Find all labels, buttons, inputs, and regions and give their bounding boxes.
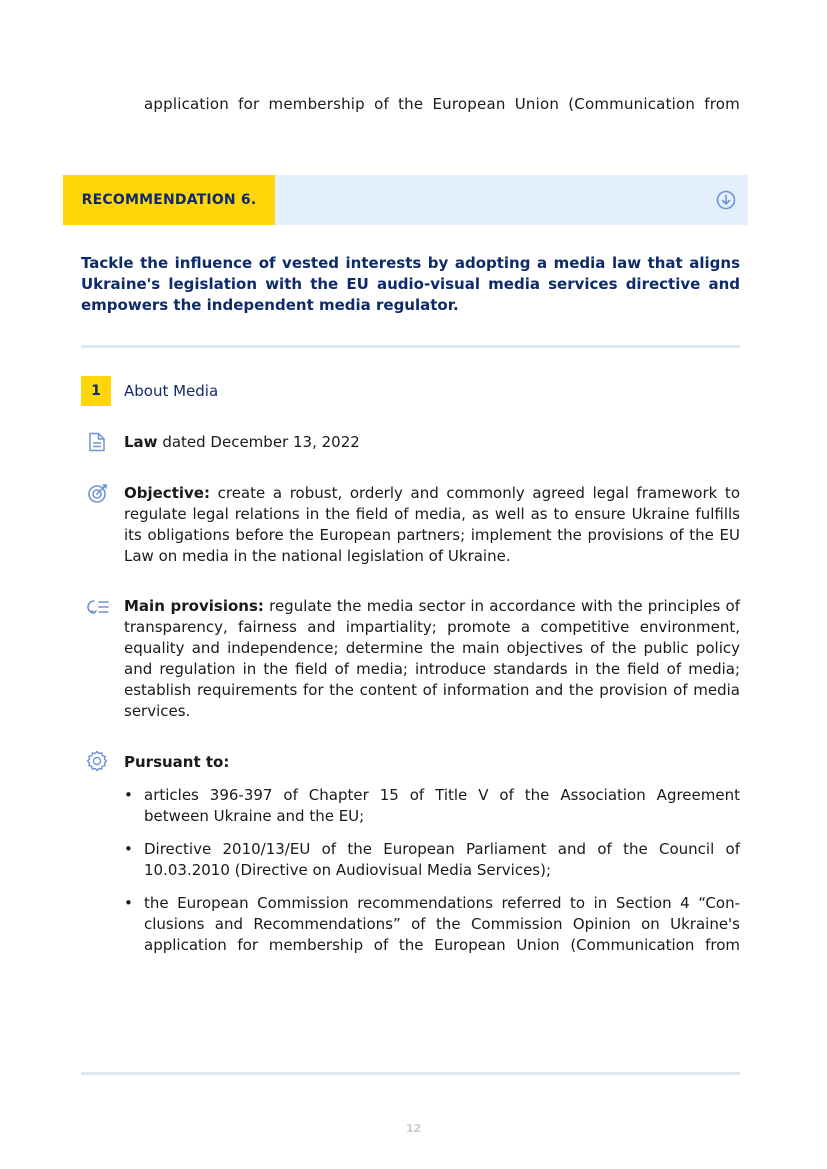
arrow-down-circle-icon[interactable] <box>716 190 736 210</box>
item-number-badge: 1 <box>81 376 111 406</box>
list-item: • Directive 2010/13/EU of the European Parliament and of the Council of 10.03.2010 (Directive on Audiovisual Media Services); <box>124 839 740 881</box>
objective-label: Objective: <box>124 484 210 502</box>
law-label: Law <box>124 433 158 451</box>
list-item: • the European Commission recommendations referred to in Section 4 “Con-clusions and Recommendations” of the Commission Opinion on Ukraine's application for membership of the European Union (Communication from <box>124 893 740 956</box>
main-provisions-label: Main provisions: <box>124 597 264 615</box>
section-title: About Media <box>124 382 219 400</box>
list-icon <box>86 595 110 619</box>
recommendation-headline: Tackle the influence of vested interests by adopting a media law that aligns Ukraine's legislation with the EU audio-visual media services directive and empowers the independent media regulator. <box>81 254 740 314</box>
target-icon <box>86 481 110 505</box>
objective-text: create a robust, orderly and commonly agreed legal framework to regulate legal relations in the field of media, as well as to ensure Ukraine fulfills its obligations before the European partners; implement the provisions of the EU Law on media in the national legislation of Ukraine. <box>124 484 740 565</box>
main-provisions-text: regulate the media sector in accordance with the principles of transparency, fairness and impartiality; promote a competitive environment, equality and independence; determine the main objectives of the public policy and regulation in the field of media; introduce standards in the field of media; establish requirements for the content of information and the provision of media services. <box>124 597 740 720</box>
footer-divider <box>81 1072 740 1075</box>
pursuant-heading <box>124 752 740 773</box>
law-line <box>124 432 740 453</box>
continued-text-fragment: application for membership of the European Union (Communication from <box>144 95 740 113</box>
list-item: • articles 396-397 of Chapter 15 of Title V of the Association Agreement between Ukraine and the EU; <box>124 785 740 827</box>
pursuant-label: Pursuant to: <box>124 753 230 771</box>
document-icon <box>85 430 109 454</box>
pursuant-list <box>124 785 740 968</box>
law-date: dated December 13, 2022 <box>157 433 360 451</box>
page-number: 12 <box>405 1122 422 1135</box>
main-provisions-paragraph <box>124 596 740 722</box>
divider <box>81 345 740 348</box>
recommendation-banner <box>63 175 748 225</box>
gear-icon <box>85 749 109 773</box>
objective-paragraph <box>124 483 740 567</box>
recommendation-label: RECOMMENDATION 6. <box>63 175 275 225</box>
